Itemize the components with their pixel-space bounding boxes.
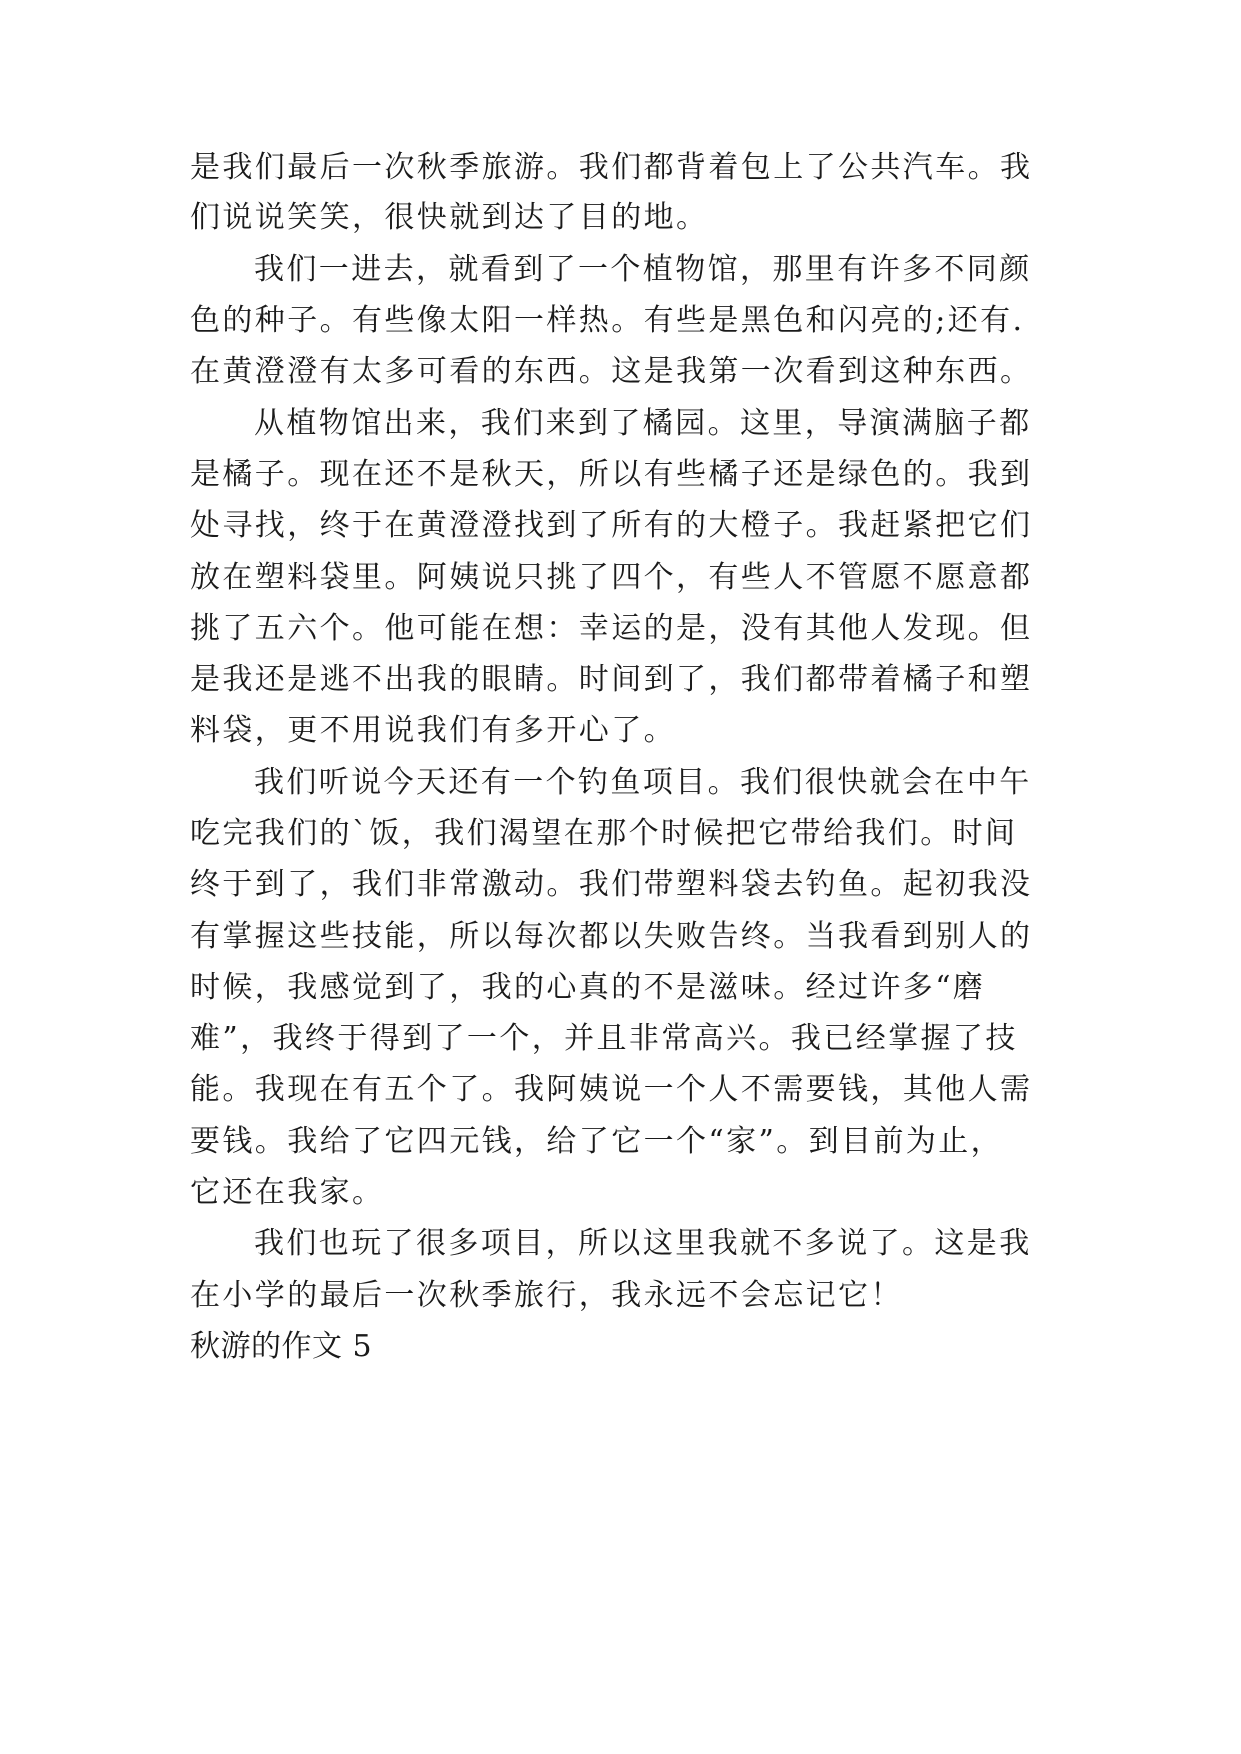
text-line: 挑了五六个。他可能在想：幸运的是，没有其他人发现。但 <box>190 611 1033 646</box>
text-line: 放在塑料袋里。阿姨说只挑了四个，有些人不管愿不愿意都 <box>190 560 1033 595</box>
text-line: 时候，我感觉到了，我的心真的不是滋味。经过许多“磨 <box>190 970 986 1005</box>
text-line: 色的种子。有些像太阳一样热。有些是黑色和闪亮的;还有. <box>190 303 1025 338</box>
paragraph-first-line: 我们一进去，就看到了一个植物馆，那里有许多不同颜 <box>254 252 1032 287</box>
text-line: 们说说笑笑，很快就到达了目的地。 <box>190 200 709 235</box>
section-heading: 秋游的作文 5 <box>190 1329 373 1364</box>
text-line: 它还在我家。 <box>190 1175 385 1210</box>
text-line: 是我还是逃不出我的眼睛。时间到了，我们都带着橘子和塑 <box>190 662 1033 697</box>
text-line: 是我们最后一次秋季旅游。我们都背着包上了公共汽车。我 <box>190 150 1033 185</box>
text-line: 吃完我们的`饭，我们渴望在那个时候把它带给我们。时间 <box>190 816 1018 851</box>
text-line: 能。我现在有五个了。我阿姨说一个人不需要钱，其他人需 <box>190 1072 1033 1107</box>
text-line: 在黄澄澄有太多可看的东西。这是我第一次看到这种东西。 <box>190 354 1033 389</box>
paragraph-first-line: 我们听说今天还有一个钓鱼项目。我们很快就会在中午 <box>254 765 1032 800</box>
paragraph-first-line: 我们也玩了很多项目，所以这里我就不多说了。这是我 <box>254 1226 1032 1261</box>
paragraph-first-line: 从植物馆出来，我们来到了橘园。这里，导演满脑子都 <box>254 406 1032 441</box>
text-line: 料袋，更不用说我们有多开心了。 <box>190 713 676 748</box>
text-line: 终于到了，我们非常激动。我们带塑料袋去钓鱼。起初我没 <box>190 867 1033 902</box>
text-line: 在小学的最后一次秋季旅行，我永远不会忘记它！ <box>190 1278 903 1313</box>
text-line: 要钱。我给了它四元钱，给了它一个“家”。到目前为止， <box>190 1124 1004 1159</box>
text-line: 难”，我终于得到了一个，并且非常高兴。我已经掌握了技 <box>190 1021 1018 1056</box>
text-line: 是橘子。现在还不是秋天，所以有些橘子还是绿色的。我到 <box>190 457 1033 492</box>
text-line: 处寻找，终于在黄澄澄找到了所有的大橙子。我赶紧把它们 <box>190 508 1033 543</box>
text-line: 有掌握这些技能，所以每次都以失败告终。当我看到别人的 <box>190 919 1033 954</box>
